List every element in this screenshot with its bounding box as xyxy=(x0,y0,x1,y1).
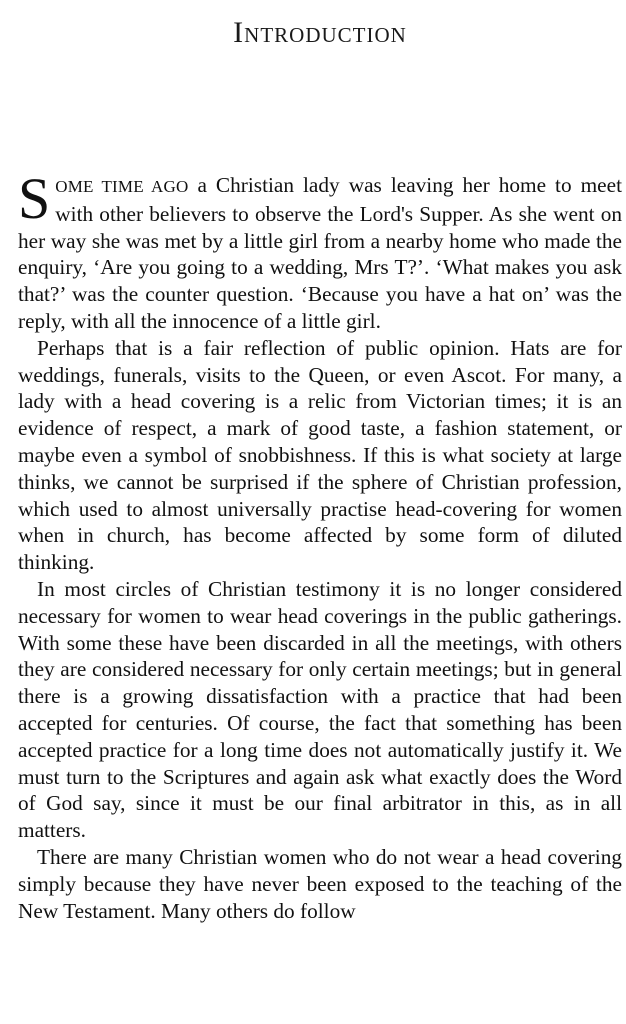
paragraph-3: In most circles of Christian testimony it is no longer considered necessary for women to wear head coverings in the public gatherings. With some these have been discarded in all the meetings, with others they are considered necessary for only certain meetings; but in general there is a growing dissatisfaction with a practice that had been accepted for centuries. Of course, the fact that something has been accepted practice for a long time does not automatically justify it. We must turn to the Scriptures and again ask what exactly does the Word of God say, since it must be our final arbitrator in this, as in all matters. xyxy=(18,576,622,843)
chapter-body xyxy=(18,166,623,924)
paragraph-2: Perhaps that is a fair reflection of public opinion. Hats are for weddings, funerals, visits to the Queen, or even Ascot. For many, a lady with a head covering is a relic from Victorian times; it is an evidence of respect, a mark of good taste, a fashion statement, or maybe even a symbol of snobbishness. If this is what society at large thinks, we cannot be surprised if the sphere of Christian profession, which used to almost universally practise head-covering for women when in church, has become affected by some form of diluted thinking. xyxy=(18,335,622,575)
paragraph-1 xyxy=(18,166,623,335)
drop-cap: S xyxy=(18,166,51,231)
paragraph-1-text: a Christian lady was leaving her home to meet with other believers to observe the Lord's Supper. As she went on her way she was met by a little girl from a nearby home who made the enquiry, ‘Are you going to a wedding, Mrs T?’. ‘What makes you ask that?’ was the counter question. ‘Because you have a hat on’ was the reply, with all the innocence of a little girl. xyxy=(18,173,623,333)
paragraph-4: There are many Christian women who do not wear a head covering simply because they have never been exposed to the teaching of the New Testament. Many others do follow xyxy=(18,844,622,923)
chapter-title: Introduction xyxy=(233,16,407,49)
lead-in-smallcaps: OME TIME AGO xyxy=(55,177,189,196)
